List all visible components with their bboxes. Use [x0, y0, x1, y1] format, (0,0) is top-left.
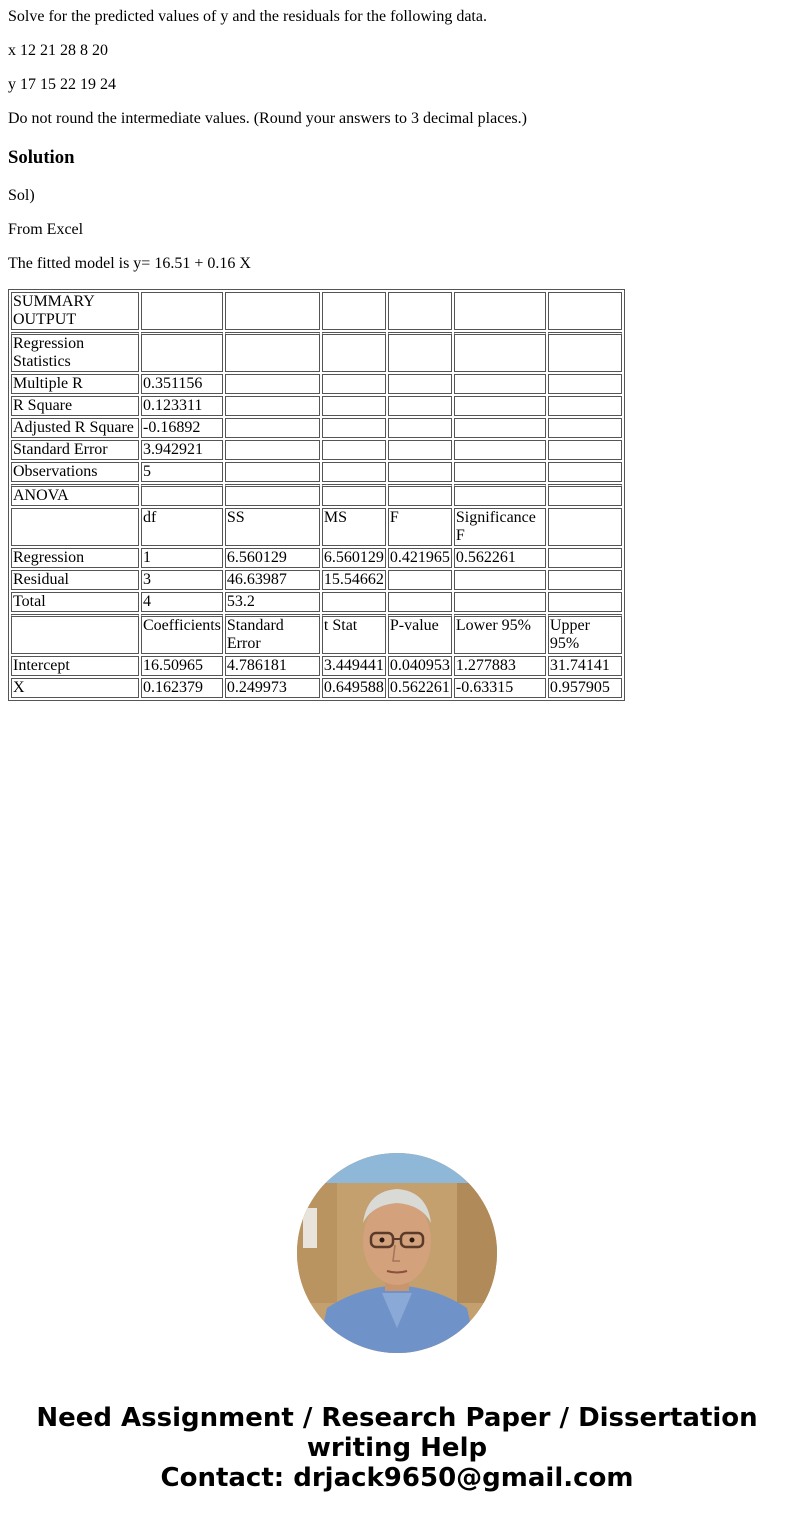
table-cell: [548, 462, 622, 482]
stat-row: [11, 462, 622, 482]
table-cell: Intercept: [11, 656, 139, 676]
table-cell: [454, 332, 546, 372]
table-cell: Lower 95%: [454, 614, 546, 654]
table-cell: [454, 374, 546, 394]
table-cell: [322, 484, 386, 506]
table-cell: ANOVA: [11, 484, 139, 506]
fitted-model: The fitted model is y= 16.51 + 0.16 X: [8, 255, 251, 272]
table-cell: [225, 440, 320, 460]
table-cell: Adjusted R Square: [11, 418, 139, 438]
person-portrait-icon: [297, 1153, 497, 1353]
table-cell: [388, 592, 452, 612]
solution-line-1: Sol): [8, 187, 35, 204]
table-cell: [11, 508, 139, 546]
table-cell: [388, 396, 452, 416]
table-cell: 4.786181: [225, 656, 320, 676]
table-cell: [548, 374, 622, 394]
table-cell: [322, 292, 386, 330]
table-cell: [225, 418, 320, 438]
table-cell: [454, 292, 546, 330]
table-cell: 0.562261: [389, 679, 450, 696]
stat-row: [11, 396, 622, 416]
table-cell: [548, 332, 622, 372]
solution-heading: Solution: [8, 147, 75, 168]
table-cell: MS: [322, 508, 386, 546]
table-cell: F: [388, 508, 452, 546]
question-instructions: Do not round the intermediate values. (Round your answers to 3 decimal places.): [8, 110, 527, 127]
table-cell: 0.123311: [141, 396, 223, 416]
table-cell: Regression: [11, 548, 139, 568]
table-cell: [454, 440, 546, 460]
coef-header-row: [11, 614, 622, 654]
table-cell: X: [11, 678, 139, 698]
table-cell: 5: [141, 462, 223, 482]
stat-row: [11, 418, 622, 438]
table-cell: [548, 570, 622, 590]
table-cell: 0.957905: [548, 678, 622, 698]
table-cell: 15.54662: [323, 571, 384, 588]
promo-contact: Contact: drjack9650@gmail.com: [160, 1463, 634, 1493]
table-cell: 3.942921: [141, 440, 223, 460]
table-cell: [548, 418, 622, 438]
coef-row: [11, 656, 622, 676]
table-cell: 46.63987: [225, 570, 320, 590]
stat-row: [11, 440, 622, 460]
solution-line-2: From Excel: [8, 221, 84, 238]
table-cell: [225, 332, 320, 372]
table-cell: [322, 396, 386, 416]
table-cell: [454, 570, 546, 590]
table-cell: 16.50965: [141, 656, 223, 676]
table-cell: Total: [11, 592, 139, 612]
table-cell: 0.162379: [141, 678, 223, 698]
table-cell: 3.449441: [323, 657, 384, 674]
table-cell: [454, 396, 546, 416]
table-cell: Observations: [11, 462, 139, 482]
table-cell: 0.562261: [454, 548, 546, 568]
table-cell: [141, 484, 223, 506]
stat-row: [11, 374, 622, 394]
table-cell: [225, 484, 320, 506]
table-cell: [454, 484, 546, 506]
anova-row: [11, 592, 622, 612]
table-cell: 3: [141, 570, 223, 590]
table-cell: [548, 548, 622, 568]
regression-summary-table: [8, 289, 625, 701]
question-x-values: x 12 21 28 8 20: [8, 42, 108, 59]
table-cell: -0.16892: [141, 418, 223, 438]
table-cell: Upper 95%: [548, 614, 622, 654]
table-cell: 6.560129: [225, 548, 320, 568]
anova-row: [11, 548, 622, 568]
table-cell: [548, 396, 622, 416]
table-cell: 0.249973: [225, 678, 320, 698]
table-cell: 0.649588: [323, 679, 384, 696]
table-cell: Regression Statistics: [11, 332, 139, 372]
table-cell: Multiple R: [11, 374, 139, 394]
table-cell: -0.63315: [454, 678, 546, 698]
table-cell: [548, 592, 622, 612]
table-cell: 1: [141, 548, 223, 568]
table-cell: P-value: [388, 614, 452, 654]
table-cell: [548, 440, 622, 460]
coef-row: [11, 678, 622, 698]
table-cell: t Stat: [322, 614, 386, 654]
table-cell: [548, 292, 622, 330]
table-cell: [454, 592, 546, 612]
table-cell: [388, 418, 452, 438]
table-cell: Significance F: [454, 508, 546, 546]
table-cell: [225, 292, 320, 330]
table-cell: [388, 484, 452, 506]
table-cell: [225, 374, 320, 394]
question-y-values: y 17 15 22 19 24: [8, 76, 116, 93]
table-cell: R Square: [11, 396, 139, 416]
table-cell: SS: [225, 508, 320, 546]
anova-label-row: [11, 484, 622, 506]
table-cell: df: [141, 508, 223, 546]
promo-line-1: Need Assignment / Research Paper / Dissertation: [36, 1403, 758, 1433]
table-cell: SUMMARY OUTPUT: [11, 292, 139, 330]
table-cell: [388, 440, 452, 460]
table-cell: [548, 508, 622, 546]
summary-output-row: [11, 292, 622, 330]
table-cell: [454, 418, 546, 438]
table-cell: Coefficients: [141, 614, 223, 654]
table-cell: [141, 292, 223, 330]
table-cell: 4: [141, 592, 223, 612]
table-cell: [322, 374, 386, 394]
table-cell: Standard Error: [225, 614, 320, 654]
table-cell: [322, 440, 386, 460]
table-cell: [388, 332, 452, 372]
table-cell: [11, 614, 139, 654]
table-cell: 0.040953: [389, 657, 450, 674]
table-cell: 0.421965: [389, 549, 450, 566]
table-cell: [548, 484, 622, 506]
anova-header-row: [11, 508, 622, 546]
table-cell: 31.74141: [548, 656, 622, 676]
regression-statistics-row: [11, 332, 622, 372]
table-cell: [322, 462, 386, 482]
table-cell: [388, 570, 452, 590]
table-cell: [225, 462, 320, 482]
table-cell: [322, 592, 386, 612]
table-cell: 53.2: [225, 592, 320, 612]
table-cell: [141, 332, 223, 372]
promo-line-2: writing Help: [306, 1433, 488, 1463]
table-cell: [388, 292, 452, 330]
author-avatar: [297, 1153, 497, 1353]
table-cell: [388, 462, 452, 482]
table-cell: [388, 374, 452, 394]
table-cell: Residual: [11, 570, 139, 590]
question-line-1: Solve for the predicted values of y and the residuals for the following data.: [8, 8, 487, 25]
promo-footer: [0, 1403, 794, 1493]
table-cell: 6.560129: [323, 549, 384, 566]
table-cell: [322, 332, 386, 372]
table-cell: [454, 462, 546, 482]
table-cell: 0.351156: [141, 374, 223, 394]
table-cell: 1.277883: [454, 656, 546, 676]
table-cell: [225, 396, 320, 416]
table-cell: [322, 418, 386, 438]
table-cell: Standard Error: [11, 440, 139, 460]
anova-row: [11, 570, 622, 590]
